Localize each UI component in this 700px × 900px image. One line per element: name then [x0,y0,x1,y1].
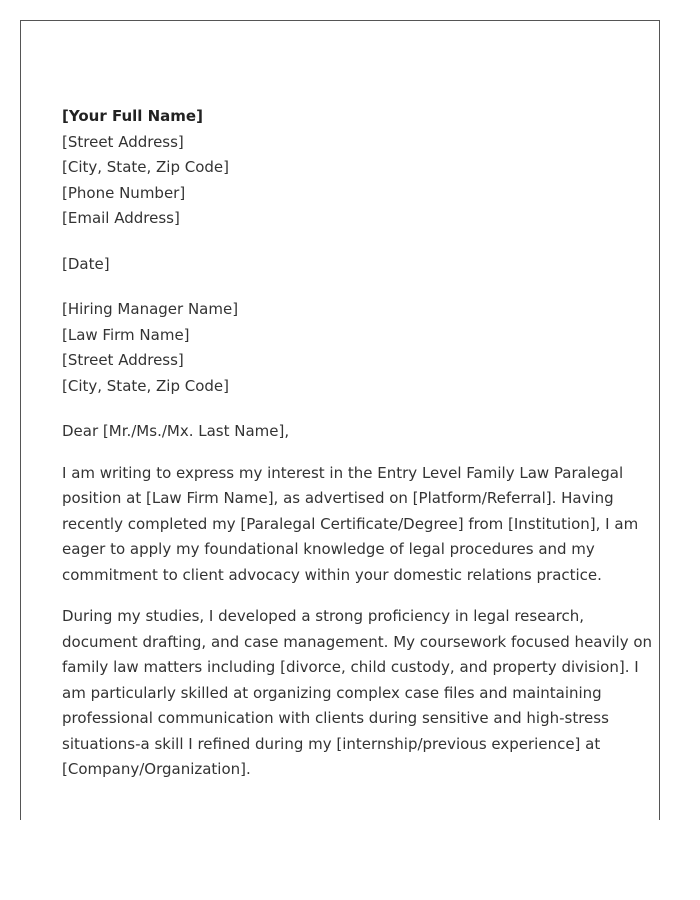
paragraph-line: am particularly skilled at organizing complex case files and maintaining [62,683,602,702]
paragraph-line: family law matters including [divorce, child custody, and property division]. I [62,658,639,676]
sender-street: [Street Address] [62,132,184,151]
salutation [62,419,622,445]
paragraph-line: position at [Law Firm Name], as advertised on [Platform/Referral]. Having [62,489,614,507]
letter-page [20,20,660,820]
letter-content [62,104,653,799]
paragraph-line: During my studies, I developed a strong proficiency in legal research, [62,607,584,625]
sender-email: [Email Address] [62,209,180,227]
sender-block [62,104,622,232]
paragraph-line: commitment to client advocacy within your domestic relations practice. [62,565,602,584]
letter-date: [Date] [62,254,110,273]
salutation-text: Dear [Mr./Ms./Mx. Last Name], [62,422,290,440]
recipient-manager: [Hiring Manager Name] [62,300,239,318]
recipient-street: [Street Address] [62,351,184,369]
sender-name: [Your Full Name] [62,107,203,125]
body-paragraph-1 [62,461,639,589]
date-block [62,252,622,278]
recipient-city: [City, State, Zip Code] [62,376,230,395]
paragraph-line: situations-a skill I refined during my [internship/previous experience] at [62,734,601,753]
paragraph-line: document drafting, and case management. My coursework focused heavily on [62,632,653,651]
sender-phone: [Phone Number] [62,183,186,202]
recipient-block [62,297,622,399]
paragraph-line: recently completed my [Paralegal Certificate/Degree] from [Institution], I am [62,514,639,533]
paragraph-line: professional communication with clients during sensitive and high-stress [62,709,609,727]
paragraph-line: [Company/Organization]. [62,760,251,778]
sender-city: [City, State, Zip Code] [62,158,230,176]
body-paragraph-2 [62,604,653,783]
paragraph-line: eager to apply my foundational knowledge of legal procedures and my [62,540,595,558]
recipient-firm: [Law Firm Name] [62,325,190,344]
paragraph-line: I am writing to express my interest in the Entry Level Family Law Paralegal [62,463,624,482]
